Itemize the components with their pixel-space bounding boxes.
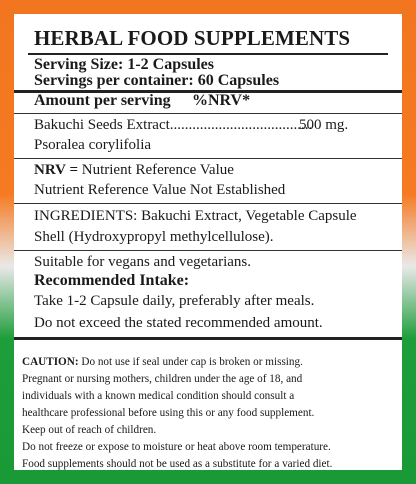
divider-ingredients-top bbox=[14, 203, 402, 204]
ingredient-name: Bakuchi Seeds Extract...................................... bbox=[34, 117, 313, 133]
title-underline bbox=[28, 53, 388, 55]
caution-line-7: Food supplements should not be used as a substitute for a varied diet. bbox=[22, 458, 333, 470]
label-title: HERBAL FOOD SUPPLEMENTS bbox=[34, 26, 351, 50]
caution-line-4: healthcare professional before using this or any food supplement. bbox=[22, 407, 315, 419]
divider-suitable-top bbox=[14, 250, 402, 251]
ingredient-amount: 500 mg. bbox=[299, 117, 349, 133]
ingredients-line-2: Shell (Hydroxypropyl methylcellulose). bbox=[34, 229, 274, 245]
nrv-column-header: %NRV* bbox=[192, 92, 251, 109]
recommended-intake-heading: Recommended Intake: bbox=[34, 272, 190, 289]
amount-per-serving-label: Amount per serving bbox=[34, 92, 171, 109]
supplement-facts-panel bbox=[14, 14, 402, 470]
divider-ingredient-top bbox=[14, 113, 402, 114]
caution-block bbox=[22, 354, 396, 473]
intake-instruction-2: Do not exceed the stated recommended amount. bbox=[34, 315, 323, 331]
caution-line-6: Do not freeze or expose to moisture or heat above room temperature. bbox=[22, 441, 331, 453]
caution-line-2: Pregnant or nursing mothers, children under the age of 18, and bbox=[22, 373, 303, 385]
servings-per-container: Servings per container: 60 Capsules bbox=[34, 72, 280, 89]
ingredient-row bbox=[34, 117, 374, 134]
caution-word: CAUTION: bbox=[22, 356, 79, 368]
serving-size: Serving Size: 1-2 Capsules bbox=[34, 56, 214, 73]
amount-per-serving-row bbox=[34, 92, 251, 110]
nrv-not-established: Nutrient Reference Value Not Established bbox=[34, 182, 286, 198]
caution-line-3: individuals with a known medical condition should consult a bbox=[22, 390, 295, 402]
divider-caution-top bbox=[14, 337, 402, 340]
caution-line-1 bbox=[22, 354, 396, 371]
intake-instruction-1: Take 1-2 Capsule daily, preferably after meals. bbox=[34, 293, 315, 309]
caution-line-5: Keep out of reach of children. bbox=[22, 424, 157, 436]
suitable-for-vegans: Suitable for vegans and vegetarians. bbox=[34, 254, 252, 270]
nrv-definition-line bbox=[34, 162, 234, 179]
caution-text-1: Do not use if seal under cap is broken or missing. bbox=[78, 356, 303, 368]
nrv-definition: Nutrient Reference Value bbox=[78, 162, 234, 178]
divider-nrv-top bbox=[14, 158, 402, 159]
ingredient-latin-name: Psoralea corylifolia bbox=[34, 137, 152, 153]
ingredients-line-1: INGREDIENTS: Bakuchi Extract, Vegetable Capsule bbox=[34, 208, 357, 224]
nrv-term: NRV = bbox=[34, 162, 78, 178]
